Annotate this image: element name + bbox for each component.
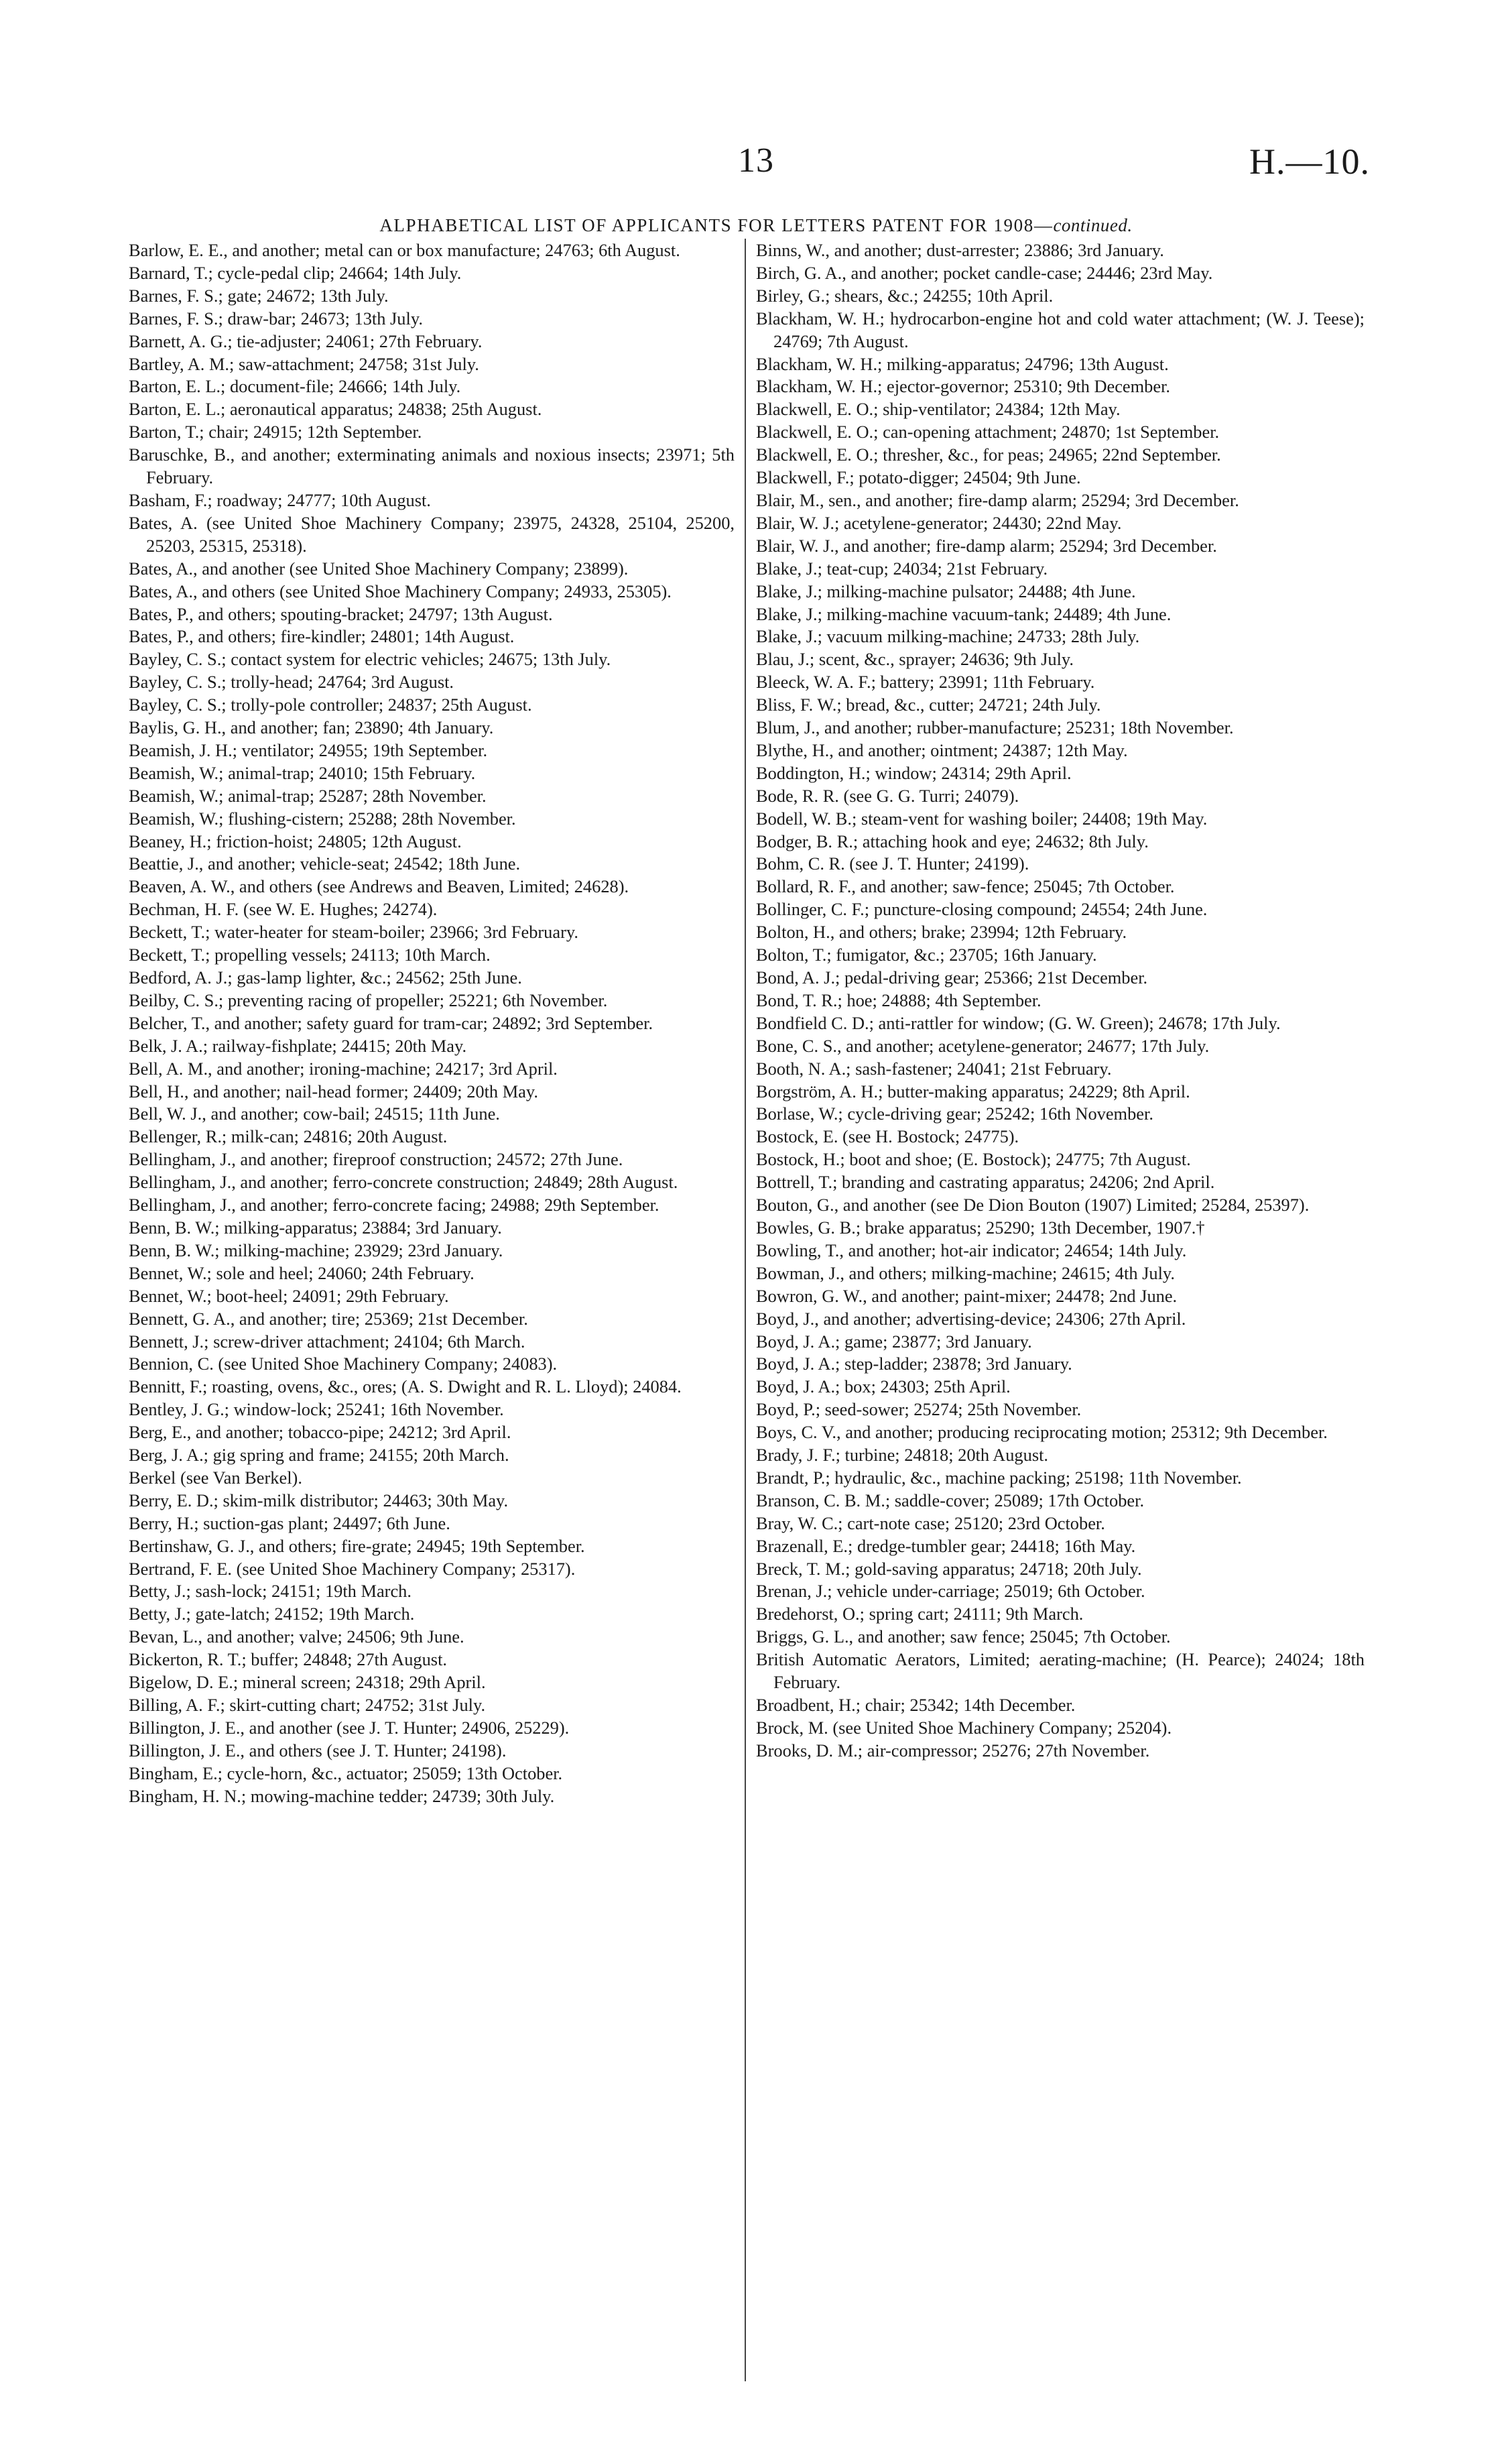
list-entry: Bingham, E.; cycle-horn, &c., actuator; 25059; 13th October. (129, 1763, 563, 1783)
list-entry: Brooks, D. M.; air-compressor; 25276; 27th November. (756, 1740, 1150, 1760)
list-entry: Barton, T.; chair; 24915; 12th September. (129, 422, 422, 442)
list-title-main: ALPHABETICAL LIST OF APPLICANTS FOR LETTERS PATENT FOR 1908— (379, 215, 1054, 235)
list-entry: Bollinger, C. F.; puncture-closing compound; 24554; 24th June. (756, 899, 1208, 920)
list-entry: Bond, T. R.; hoe; 24888; 4th September. (756, 990, 1042, 1010)
list-entry: Betty, J.; sash-lock; 24151; 19th March. (129, 1581, 412, 1602)
list-entry: Brazenall, E.; dredge-tumbler gear; 24418; 16th May. (756, 1535, 1136, 1556)
list-entry: Blackham, W. H.; ejector-governor; 25310; 9th December. (756, 376, 1171, 397)
list-entry: Bolton, H., and others; brake; 23994; 12th February. (756, 922, 1127, 943)
list-entry: Bayley, C. S.; trolly-pole controller; 24837; 25th August. (129, 695, 532, 715)
list-entry: Bechman, H. F. (see W. E. Hughes; 24274). (129, 899, 438, 920)
list-entry: Barnes, F. S.; gate; 24672; 13th July. (129, 285, 389, 306)
list-entry: Beamish, W.; animal-trap; 24010; 15th February. (129, 762, 476, 783)
list-entry: Bayley, C. S.; contact system for electric vehicles; 24675; 13th July. (129, 649, 611, 670)
list-entry: Blair, W. J., and another; fire-damp alarm; 25294; 3rd December. (756, 535, 1217, 556)
list-entry: Bennet, W.; boot-heel; 24091; 29th February. (129, 1285, 449, 1306)
list-entry: Bodell, W. B.; steam-vent for washing boiler; 24408; 19th May. (756, 808, 1208, 829)
list-entry: Bertrand, F. E. (see United Shoe Machinery Company; 25317). (129, 1558, 576, 1579)
list-entry: Bowron, G. W., and another; paint-mixer; 24478; 2nd June. (756, 1285, 1178, 1306)
list-entry: Branson, C. B. M.; saddle-cover; 25089; 17th October. (756, 1490, 1145, 1510)
list-entry: Bedford, A. J.; gas-lamp lighter, &c.; 24562; 25th June. (129, 967, 522, 988)
list-entry: Brandt, P.; hydraulic, &c., machine packing; 25198; 11th November. (756, 1467, 1242, 1488)
list-entry: Bellenger, R.; milk-can; 24816; 20th August. (129, 1126, 448, 1147)
list-entry: Blair, M., sen., and another; fire-damp alarm; 25294; 3rd December. (756, 489, 1239, 510)
list-entry: Bigelow, D. E.; mineral screen; 24318; 29th April. (129, 1672, 486, 1693)
list-entry: Blythe, H., and another; ointment; 24387; 12th May. (756, 739, 1128, 760)
list-entry: Bowles, G. B.; brake apparatus; 25290; 13th December, 1907.† (756, 1217, 1205, 1238)
list-title (0, 215, 1512, 236)
list-entry: Bollard, R. F., and another; saw-fence; 25045; 7th October. (756, 876, 1175, 897)
list-entry: Bartley, A. M.; saw-attachment; 24758; 31st July. (129, 353, 479, 374)
list-entry: Bowman, J., and others; milking-machine; 24615; 4th July. (756, 1262, 1175, 1283)
list-entry: Bertinshaw, G. J., and others; fire-grate; 24945; 19th September. (129, 1535, 585, 1556)
list-entry: Beamish, W.; flushing-cistern; 25288; 28th November. (129, 808, 516, 829)
list-entry: Bates, A. (see United Shoe Machinery Company; 23975, 24328, 25104, 25200, 25203, 25315, 25318). (129, 512, 735, 556)
list-entry: Beamish, W.; animal-trap; 25287; 28th November. (129, 785, 487, 806)
list-entry: Breck, T. M.; gold-saving apparatus; 24718; 20th July. (756, 1558, 1142, 1579)
list-entry: Blackham, W. H.; milking-apparatus; 24796; 13th August. (756, 353, 1169, 374)
list-entry: Bell, H., and another; nail-head former; 24409; 20th May. (129, 1081, 538, 1101)
list-entry: Beaney, H.; friction-hoist; 24805; 12th August. (129, 831, 462, 851)
list-entry: Benn, B. W.; milking-machine; 23929; 23rd January. (129, 1240, 503, 1260)
list-entry: Birch, G. A., and another; pocket candle-case; 24446; 23rd May. (756, 262, 1213, 283)
list-entry: Bottrell, T.; branding and castrating apparatus; 24206; 2nd April. (756, 1172, 1215, 1193)
list-entry: Bates, A., and others (see United Shoe Machinery Company; 24933, 25305). (129, 581, 672, 601)
list-entry: Bray, W. C.; cart-note case; 25120; 23rd October. (756, 1512, 1105, 1533)
list-entry: Billing, A. F.; skirt-cutting chart; 24752; 31st July. (129, 1695, 486, 1715)
list-entry: Baruschke, B., and another; exterminating animals and noxious insects; 23971; 5th February. (129, 444, 735, 488)
list-entry: Blau, J.; scent, &c., sprayer; 24636; 9th July. (756, 649, 1074, 670)
list-entry: Boyd, J., and another; advertising-device; 24306; 27th April. (756, 1308, 1186, 1329)
list-entry: Boyd, J. A.; step-ladder; 23878; 3rd January. (756, 1354, 1072, 1374)
list-entry: Bickerton, R. T.; buffer; 24848; 27th August. (129, 1649, 448, 1670)
list-entry: Bowling, T., and another; hot-air indicator; 24654; 14th July. (756, 1240, 1187, 1260)
list-entry: Barton, E. L.; aeronautical apparatus; 24838; 25th August. (129, 399, 542, 420)
list-entry: Billington, J. E., and another (see J. T. Hunter; 24906, 25229). (129, 1717, 570, 1738)
page-number: 13 (738, 141, 774, 180)
column-divider (745, 239, 746, 2381)
document-reference: H.—10. (1249, 141, 1370, 182)
list-entry: Beckett, T.; water-heater for steam-boiler; 23966; 3rd February. (129, 922, 578, 943)
list-entry: Bone, C. S., and another; acetylene-generator; 24677; 17th July. (756, 1035, 1210, 1056)
list-entry: Bayley, C. S.; trolly-head; 24764; 3rd August. (129, 672, 454, 693)
list-entry: Beamish, J. H.; ventilator; 24955; 19th September. (129, 739, 488, 760)
list-entry: Barlow, E. E., and another; metal can or box manufacture; 24763; 6th August. (129, 240, 680, 260)
list-entry: Blake, J.; vacuum milking-machine; 24733; 28th July. (756, 626, 1140, 647)
list-entry: Bates, A., and another (see United Shoe Machinery Company; 23899). (129, 558, 629, 579)
list-entry: Bellingham, J., and another; fireproof construction; 24572; 27th June. (129, 1149, 623, 1170)
list-entry: Bostock, E. (see H. Bostock; 24775). (756, 1126, 1019, 1147)
list-entry: Brock, M. (see United Shoe Machinery Company; 25204). (756, 1717, 1172, 1738)
list-entry: Bellingham, J., and another; ferro-concrete construction; 24849; 28th August. (129, 1172, 678, 1193)
list-entry: British Automatic Aerators, Limited; aerating-machine; (H. Pearce); 24024; 18th February. (756, 1649, 1365, 1693)
list-entry: Birley, G.; shears, &c.; 24255; 10th April. (756, 285, 1054, 306)
list-entry: Bennett, J.; screw-driver attachment; 24104; 6th March. (129, 1331, 525, 1352)
list-entry: Berg, J. A.; gig spring and frame; 24155; 20th March. (129, 1445, 509, 1466)
list-entry: Bates, P., and others; spouting-bracket; 24797; 13th August. (129, 603, 553, 624)
list-entry: Bodger, B. R.; attaching hook and eye; 24632; 8th July. (756, 831, 1149, 851)
list-entry: Beilby, C. S.; preventing racing of propeller; 25221; 6th November. (129, 990, 608, 1010)
list-entry: Boyd, J. A.; box; 24303; 25th April. (756, 1376, 1011, 1397)
list-entry: Bostock, H.; boot and shoe; (E. Bostock); 24775; 7th August. (756, 1149, 1191, 1170)
list-entry: Blackwell, F.; potato-digger; 24504; 9th June. (756, 467, 1081, 488)
list-entry: Binns, W., and another; dust-arrester; 23886; 3rd January. (756, 240, 1164, 260)
left-column (129, 239, 735, 1808)
list-entry: Bliss, F. W.; bread, &c., cutter; 24721; 24th July. (756, 695, 1101, 715)
list-entry: Blackwell, E. O.; ship-ventilator; 24384; 12th May. (756, 399, 1121, 420)
list-entry: Bell, A. M., and another; ironing-machine; 24217; 3rd April. (129, 1058, 558, 1079)
list-entry: Belcher, T., and another; safety guard for tram-car; 24892; 3rd September. (129, 1012, 653, 1033)
list-entry: Blackwell, E. O.; thresher, &c., for peas; 24965; 22nd September. (756, 444, 1221, 465)
list-entry: Boddington, H.; window; 24314; 29th April. (756, 762, 1072, 783)
list-entry: Blake, J.; milking-machine vacuum-tank; 24489; 4th June. (756, 603, 1172, 624)
list-entry: Barnard, T.; cycle-pedal clip; 24664; 14th July. (129, 262, 462, 283)
list-entry: Brenan, J.; vehicle under-carriage; 25019; 6th October. (756, 1581, 1145, 1602)
list-entry: Bennion, C. (see United Shoe Machinery Company; 24083). (129, 1354, 558, 1374)
list-entry: Bennett, G. A., and another; tire; 25369; 21st December. (129, 1308, 528, 1329)
list-entry: Blake, J.; teat-cup; 24034; 21st February. (756, 558, 1048, 579)
list-entry: Blair, W. J.; acetylene-generator; 24430; 22nd May. (756, 512, 1122, 533)
list-entry: Bouton, G., and another (see De Dion Bouton (1907) Limited; 25284, 25397). (756, 1195, 1310, 1215)
list-entry: Bennitt, F.; roasting, ovens, &c., ores; (A. S. Dwight and R. L. Lloyd); 24084. (129, 1376, 682, 1397)
list-entry: Bredehorst, O.; spring cart; 24111; 9th March. (756, 1604, 1084, 1624)
list-entry: Booth, N. A.; sash-fastener; 24041; 21st February. (756, 1058, 1112, 1079)
list-entry: Bond, A. J.; pedal-driving gear; 25366; 21st December. (756, 967, 1148, 988)
list-entry: Barnett, A. G.; tie-adjuster; 24061; 27th February. (129, 331, 483, 351)
list-entry: Basham, F.; roadway; 24777; 10th August. (129, 489, 431, 510)
list-entry: Benn, B. W.; milking-apparatus; 23884; 3rd January. (129, 1217, 502, 1238)
list-entry: Billington, J. E., and others (see J. T. Hunter; 24198). (129, 1740, 507, 1760)
list-entry: Bellingham, J., and another; ferro-concrete facing; 24988; 29th September. (129, 1195, 659, 1215)
list-entry: Bentley, J. G.; window-lock; 25241; 16th November. (129, 1399, 504, 1420)
list-title-continued: continued. (1053, 215, 1133, 235)
list-entry: Briggs, G. L., and another; saw fence; 25045; 7th October. (756, 1626, 1171, 1647)
list-entry: Boys, C. V., and another; producing reciprocating motion; 25312; 9th December. (756, 1422, 1328, 1443)
list-entry: Bolton, T.; fumigator, &c.; 23705; 16th January. (756, 945, 1097, 965)
list-entry: Berry, E. D.; skim-milk distributor; 24463; 30th May. (129, 1490, 509, 1510)
list-entry: Blake, J.; milking-machine pulsator; 24488; 4th June. (756, 581, 1136, 601)
list-entry: Bohm, C. R. (see J. T. Hunter; 24199). (756, 853, 1029, 874)
list-entry: Beaven, A. W., and others (see Andrews and Beaven, Limited; 24628). (129, 876, 629, 897)
list-entry: Barnes, F. S.; draw-bar; 24673; 13th July. (129, 308, 423, 329)
right-column (756, 239, 1365, 1763)
list-entry: Bondfield C. D.; anti-rattler for window; (G. W. Green); 24678; 17th July. (756, 1012, 1281, 1033)
list-entry: Borlase, W.; cycle-driving gear; 25242; 16th November. (756, 1103, 1153, 1124)
list-entry: Bleeck, W. A. F.; battery; 23991; 11th February. (756, 672, 1095, 693)
list-entry: Beattie, J., and another; vehicle-seat; 24542; 18th June. (129, 853, 521, 874)
list-entry: Borgström, A. H.; butter-making apparatus; 24229; 8th April. (756, 1081, 1190, 1101)
list-entry: Bingham, H. N.; mowing-machine tedder; 24739; 30th July. (129, 1785, 555, 1806)
list-entry: Broadbent, H.; chair; 25342; 14th December. (756, 1695, 1076, 1715)
list-entry: Berry, H.; suction-gas plant; 24497; 6th June. (129, 1512, 450, 1533)
list-entry: Bevan, L., and another; valve; 24506; 9th June. (129, 1626, 464, 1647)
list-entry: Blackwell, E. O.; can-opening attachment; 24870; 1st September. (756, 422, 1220, 442)
list-entry: Bell, W. J., and another; cow-bail; 24515; 11th June. (129, 1103, 500, 1124)
list-entry: Berkel (see Van Berkel). (129, 1467, 302, 1488)
list-entry: Bode, R. R. (see G. G. Turri; 24079). (756, 785, 1019, 806)
list-entry: Brady, J. F.; turbine; 24818; 20th August. (756, 1445, 1049, 1466)
list-entry: Baylis, G. H., and another; fan; 23890; 4th January. (129, 717, 494, 738)
list-entry: Blum, J., and another; rubber-manufacture; 25231; 18th November. (756, 717, 1234, 738)
list-entry: Blackham, W. H.; hydrocarbon-engine hot and cold water attachment; (W. J. Teese); 24769; 7th August. (756, 308, 1365, 351)
list-entry: Barton, E. L.; document-file; 24666; 14th July. (129, 376, 461, 397)
list-entry: Bates, P., and others; fire-kindler; 24801; 14th August. (129, 626, 515, 647)
list-entry: Boyd, P.; seed-sower; 25274; 25th November. (756, 1399, 1082, 1420)
list-entry: Betty, J.; gate-latch; 24152; 19th March. (129, 1604, 415, 1624)
list-entry: Boyd, J. A.; game; 23877; 3rd January. (756, 1331, 1032, 1352)
list-entry: Beckett, T.; propelling vessels; 24113; 10th March. (129, 945, 491, 965)
list-entry: Berg, E., and another; tobacco-pipe; 24212; 3rd April. (129, 1422, 511, 1443)
list-entry: Belk, J. A.; railway-fishplate; 24415; 20th May. (129, 1035, 467, 1056)
list-entry: Bennet, W.; sole and heel; 24060; 24th February. (129, 1262, 475, 1283)
